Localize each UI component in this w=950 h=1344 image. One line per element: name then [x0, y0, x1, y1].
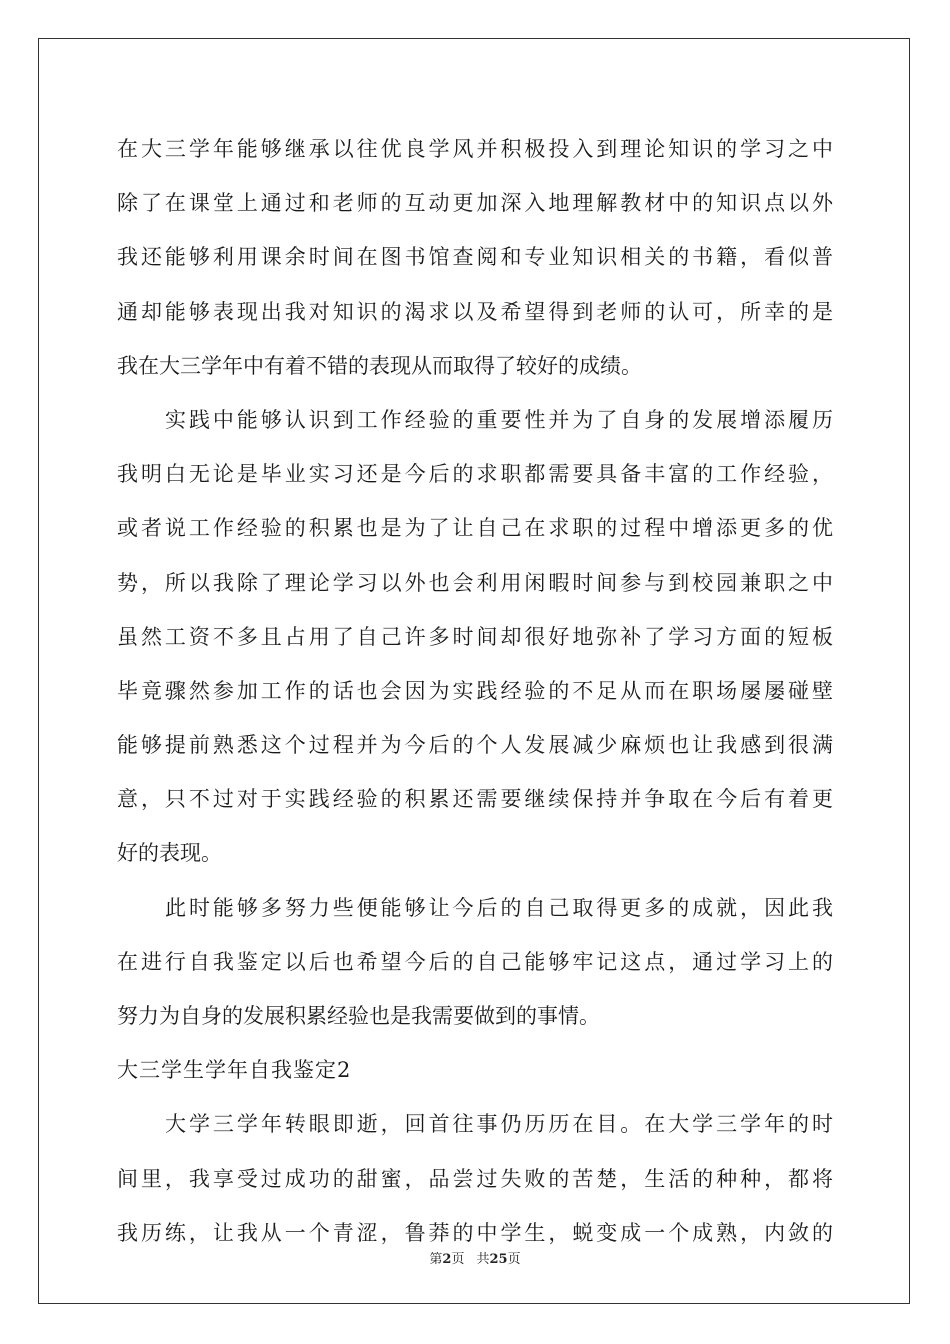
text-line: 我还能够利用课余时间在图书馆查阅和专业知识相关的书籍，看似普 [117, 245, 833, 270]
text-line: 我在大三学年中有着不错的表现从而取得了较好的成绩。 [117, 353, 642, 378]
page-prefix: 第 [429, 1252, 443, 1267]
total-suffix: 页 [507, 1252, 521, 1267]
paragraph-first-line: 大学三学年转眼即逝，回首往事仍历历在目。在大学三学年的时 [165, 1112, 833, 1137]
total-pages: 25 [489, 1252, 508, 1267]
total-prefix: 共 [476, 1252, 490, 1267]
section-heading: 大三学生学年自我鉴定2 [117, 1058, 352, 1083]
text-line: 或者说工作经验的积累也是为了让自己在求职的过程中增添更多的优 [117, 516, 833, 541]
text-line: 除了在课堂上通过和老师的互动更加深入地理解教材中的知识点以外 [117, 191, 833, 216]
document-body [117, 122, 833, 1260]
text-line: 我明白无论是毕业实习还是今后的求职都需要具备丰富的工作经验， [117, 462, 833, 487]
text-line: 能够提前熟悉这个过程并为今后的个人发展减少麻烦也让我感到很满 [117, 733, 833, 758]
page-suffix: 页 [451, 1252, 465, 1267]
text-line: 在大三学年能够继承以往优良学风并积极投入到理论知识的学习之中 [117, 137, 833, 161]
text-line: 势，所以我除了理论学习以外也会利用闲暇时间参与到校园兼职之中 [117, 570, 833, 595]
page-number: 2 [442, 1252, 452, 1267]
text-line: 意，只不过对于实践经验的积累还需要继续保持并争取在今后有着更 [117, 787, 833, 812]
text-line: 间里，我享受过成功的甜蜜，品尝过失败的苦楚，生活的种种，都将 [117, 1166, 833, 1191]
text-line: 努力为自身的发展积累经验也是我需要做到的事情。 [117, 1004, 600, 1028]
page-footer [0, 1248, 950, 1267]
text-line: 虽然工资不多且占用了自己许多时间却很好地弥补了学习方面的短板 [117, 624, 833, 649]
text-line: 在进行自我鉴定以后也希望今后的自己能够牢记这点，通过学习上的 [117, 949, 833, 974]
paragraph-first-line: 实践中能够认识到工作经验的重要性并为了自身的发展增添履历 [165, 407, 833, 432]
paragraph-first-line: 此时能够多努力些便能够让今后的自己取得更多的成就，因此我 [165, 895, 833, 920]
text-line: 通却能够表现出我对知识的渴求以及希望得到老师的认可，所幸的是 [117, 299, 833, 324]
text-line: 毕竟骤然参加工作的话也会因为实践经验的不足从而在职场屡屡碰壁 [117, 678, 833, 703]
text-line: 我历练，让我从一个青涩，鲁莽的中学生，蜕变成一个成熟，内敛的 [117, 1220, 833, 1245]
text-line: 好的表现。 [117, 841, 222, 866]
